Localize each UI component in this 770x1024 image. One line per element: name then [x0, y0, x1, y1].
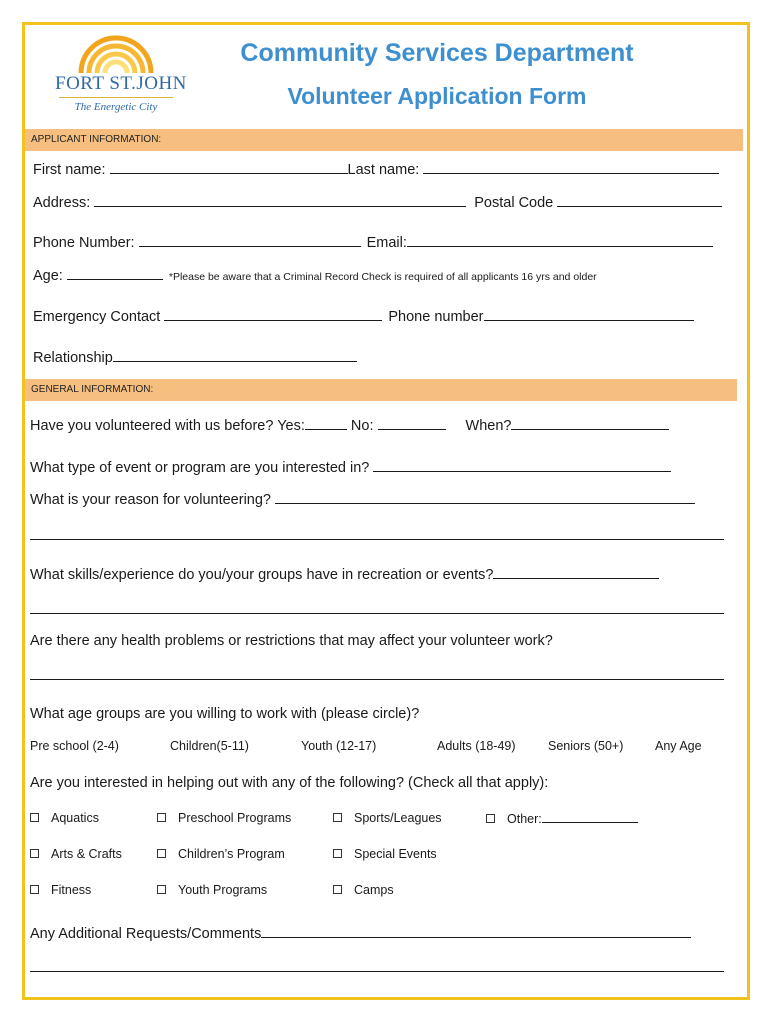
fort-st-john-logo [55, 31, 187, 119]
emergency-contact-field[interactable] [164, 308, 382, 321]
comments-continued-row [30, 959, 724, 976]
applicant-section-header: APPLICANT INFORMATION: [25, 129, 743, 151]
interest-label: Other: [507, 812, 542, 826]
comments-field[interactable] [261, 925, 691, 938]
email-label: Email: [366, 235, 407, 251]
health-row [30, 633, 553, 649]
checkbox-icon[interactable] [157, 885, 166, 894]
yes-field[interactable] [305, 417, 347, 430]
phone-number-label: Phone Number: [33, 235, 139, 251]
postal-code-field[interactable] [557, 194, 722, 207]
address-field[interactable] [94, 194, 466, 207]
interest-youth-programs[interactable] [157, 883, 267, 897]
event-type-field[interactable] [373, 459, 671, 472]
when-field[interactable] [511, 417, 669, 430]
health-field[interactable] [30, 667, 724, 680]
interest-other[interactable] [486, 811, 638, 826]
last-name-label: Last name: [347, 162, 424, 178]
address-label: Address: [33, 195, 95, 211]
checkbox-icon[interactable] [157, 813, 166, 822]
last-name-field[interactable] [423, 161, 719, 174]
interest-camps[interactable] [333, 883, 394, 897]
when-label: When? [465, 418, 512, 434]
checkbox-icon[interactable] [157, 849, 166, 858]
interest-arts-crafts[interactable] [30, 847, 122, 861]
phone-email-row [33, 234, 713, 251]
address-row [33, 194, 722, 211]
reason-field[interactable] [275, 491, 695, 504]
interest-label: Arts & Crafts [51, 847, 122, 861]
checkbox-icon[interactable] [333, 849, 342, 858]
skills-field-line-2[interactable] [30, 601, 724, 614]
interest-preschool-programs[interactable] [157, 811, 291, 825]
volunteered-before-row [30, 417, 669, 434]
interest-label: Camps [354, 883, 394, 897]
interest-label: Sports/Leagues [354, 811, 442, 825]
age-group-youth[interactable]: Youth (12-17) [301, 739, 377, 753]
no-label: No: [346, 418, 378, 434]
postal-code-label: Postal Code [474, 195, 558, 211]
health-label: Are there any health problems or restrictions that may affect your volunteer work? [30, 633, 553, 649]
age-group-seniors[interactable]: Seniors (50+) [548, 739, 624, 753]
interest-label: Special Events [354, 847, 437, 861]
checkbox-icon[interactable] [333, 885, 342, 894]
interest-label: Youth Programs [178, 883, 268, 897]
logo-tagline: The Energetic City [74, 101, 158, 113]
checkbox-icon[interactable] [30, 885, 39, 894]
checkbox-icon[interactable] [486, 814, 495, 823]
checkbox-icon[interactable] [333, 813, 342, 822]
skills-field[interactable] [493, 566, 659, 579]
name-row [33, 161, 719, 178]
interest-special-events[interactable] [333, 847, 437, 861]
comments-row [30, 925, 691, 942]
criminal-check-note: *Please be aware that a Criminal Record Check is required of all applicants 16 yrs and older [168, 271, 597, 283]
age-row [33, 267, 597, 284]
age-label: Age: [33, 268, 67, 284]
email-field[interactable] [407, 234, 713, 247]
event-type-row [30, 459, 671, 476]
volunteered-before-label: Have you volunteered with us before? Yes: [30, 418, 305, 434]
checkbox-icon[interactable] [30, 849, 39, 858]
first-name-field[interactable] [110, 161, 348, 174]
age-group-children[interactable]: Children(5-11) [170, 739, 249, 753]
interest-label: Children’s Program [178, 847, 285, 861]
form-border [22, 22, 750, 1000]
age-groups-question [30, 706, 419, 722]
age-groups-label: What age groups are you willing to work with (please circle)? [30, 706, 420, 722]
no-field[interactable] [378, 417, 446, 430]
general-section-header: GENERAL INFORMATION: [25, 379, 737, 401]
first-name-label: First name: [33, 162, 110, 178]
comments-label: Any Additional Requests/Comments [30, 926, 262, 942]
sunrise-logo-icon [77, 31, 155, 75]
other-field[interactable] [542, 811, 638, 823]
age-group-adults[interactable]: Adults (18-49) [437, 739, 516, 753]
interest-label: Preschool Programs [178, 811, 292, 825]
relationship-field[interactable] [113, 349, 357, 362]
skills-row [30, 566, 659, 583]
age-field[interactable] [67, 267, 163, 280]
page-subtitle: Volunteer Application Form [287, 83, 587, 109]
relationship-label: Relationship [33, 350, 113, 366]
reason-continued-row [30, 527, 724, 544]
logo-name: FORT ST.JOHN [55, 73, 187, 94]
emergency-contact-label: Emergency Contact [33, 309, 165, 325]
form-header [25, 25, 747, 125]
phone-number-field[interactable] [139, 234, 361, 247]
age-group-any[interactable]: Any Age [655, 739, 702, 753]
reason-label: What is your reason for volunteering? [30, 492, 276, 508]
skills-continued-row [30, 601, 724, 618]
emergency-row [33, 308, 694, 325]
interest-sports-leagues[interactable] [333, 811, 442, 825]
skills-label: What skills/experience do you/your groups have in recreation or events? [30, 567, 494, 583]
emergency-phone-field[interactable] [484, 308, 694, 321]
emergency-phone-label: Phone number [388, 309, 484, 325]
page-title: Community Services Department [240, 39, 634, 67]
interest-childrens-program[interactable] [157, 847, 285, 861]
health-answer-row [30, 667, 724, 684]
logo-divider [59, 97, 173, 98]
reason-row [30, 491, 695, 508]
checkbox-icon[interactable] [30, 813, 39, 822]
interests-label: Are you interested in helping out with any of the following? (Check all that apply): [30, 775, 549, 791]
relationship-row [33, 349, 357, 366]
comments-field-line-2[interactable] [30, 959, 724, 972]
interest-label: Fitness [51, 883, 92, 897]
interest-aquatics[interactable] [30, 811, 99, 825]
interest-fitness[interactable] [30, 883, 91, 897]
interests-question [30, 775, 548, 791]
interest-label: Aquatics [51, 811, 99, 825]
age-group-preschool[interactable]: Pre school (2-4) [30, 739, 119, 753]
event-type-label: What type of event or program are you interested in? [30, 460, 374, 476]
reason-field-line-2[interactable] [30, 527, 724, 540]
